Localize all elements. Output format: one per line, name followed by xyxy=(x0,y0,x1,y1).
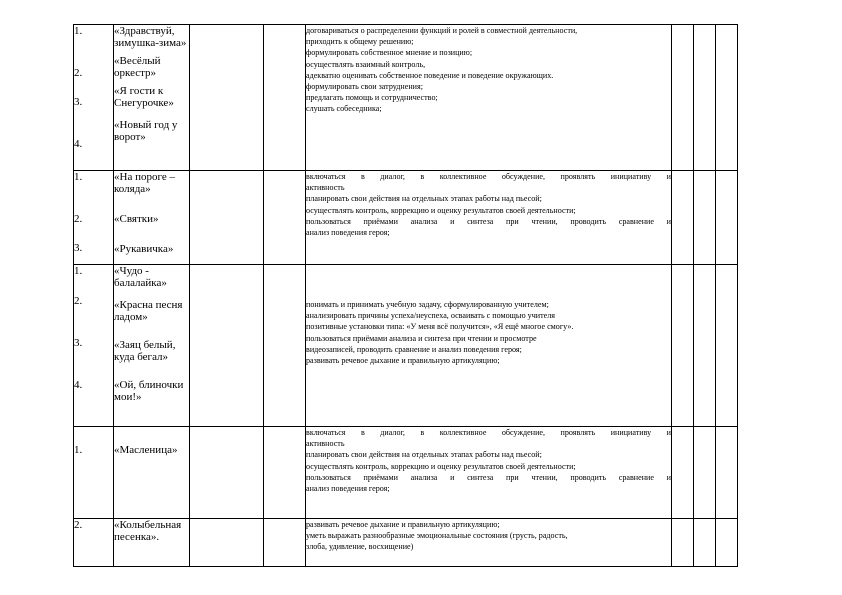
lesson-title: «Новый год у ворот» xyxy=(114,119,178,143)
description-line: договариваться о распределении функций и ролей в совместной деятельности, xyxy=(306,26,578,35)
description-line: осуществлять взаимный контроль, xyxy=(306,59,426,69)
empty-cell xyxy=(694,25,716,171)
description-line: уметь выражать разнообразные эмоциональные состояния (грусть, радость, xyxy=(306,531,568,541)
empty-cell xyxy=(672,427,694,519)
description-line: злоба, удивление, восхищение) xyxy=(306,542,414,552)
lesson-title: «Рукавичка» xyxy=(114,243,174,255)
description-line: анализировать причины успеха/неуспеха, осваивать с помощью учителя xyxy=(306,311,556,321)
item-number: 4. xyxy=(74,138,83,150)
description-line: адекватно оценивать собственное поведение и поведение окружающих. xyxy=(306,70,554,80)
item-number: 3. xyxy=(74,242,83,254)
lesson-title: «На пороге – коляда» xyxy=(114,171,175,195)
empty-cell xyxy=(716,171,738,265)
empty-cell xyxy=(694,265,716,427)
description-line: приходить к общему решению; xyxy=(306,37,414,47)
empty-cell xyxy=(716,25,738,171)
item-number: 2. xyxy=(74,295,83,307)
number-cell xyxy=(74,427,114,519)
item-number: 2. xyxy=(74,67,83,79)
table-row xyxy=(74,25,738,171)
lesson-title: «Ой, блиночки мои!» xyxy=(114,379,184,403)
description-line: позитивные установки типа: «У меня всё получится», «Я ещё многое смогу». xyxy=(306,322,574,332)
description-line: включаться в диалог, в коллективное обсуждение, проявлять инициативу и xyxy=(306,428,671,437)
lesson-title: «Святки» xyxy=(114,213,159,225)
item-number: 2. xyxy=(74,519,83,531)
description-line: развивать речевое дыхание и правильную артикуляцию; xyxy=(306,520,500,529)
description-cell xyxy=(306,25,672,171)
lesson-title: «Колыбельная песенка». xyxy=(114,519,182,543)
description-line: пользоваться приёмами анализа и синтеза при чтении и просмотре xyxy=(306,333,537,343)
description-line: анализ поведения героя; xyxy=(306,484,390,494)
description-line: понимать и принимать учебную задачу, сформулированную учителем; xyxy=(306,300,549,309)
empty-cell xyxy=(672,25,694,171)
item-number: 3. xyxy=(74,337,83,349)
item-number: 3. xyxy=(74,96,83,108)
empty-cell xyxy=(190,519,264,567)
item-number: 2. xyxy=(74,213,83,225)
lesson-title: «Чудо - балалайка» xyxy=(114,265,167,289)
empty-cell xyxy=(694,427,716,519)
empty-cell xyxy=(672,171,694,265)
lesson-title: «Масленица» xyxy=(114,444,178,456)
title-cell xyxy=(114,265,190,427)
empty-cell xyxy=(264,25,306,171)
empty-cell xyxy=(716,427,738,519)
lesson-title: «Я гости к Снегурочке» xyxy=(114,85,174,109)
lesson-title: «Красна песня ладом» xyxy=(114,299,183,323)
title-cell xyxy=(114,427,190,519)
empty-cell xyxy=(716,519,738,567)
description-line: планировать свои действия на отдельных этапах работы над пьесой; xyxy=(306,194,542,204)
description-line: осуществлять контроль, коррекцию и оценку результатов своей деятельности; xyxy=(306,461,576,471)
empty-cell xyxy=(694,519,716,567)
description-line: формулировать свои затруднения; xyxy=(306,82,423,92)
number-cell xyxy=(74,265,114,427)
item-number: 4. xyxy=(74,379,83,391)
description-cell xyxy=(306,171,672,265)
empty-cell xyxy=(264,519,306,567)
description-line: развивать речевое дыхание и правильную артикуляцию; xyxy=(306,356,500,366)
item-number: 1. xyxy=(74,444,83,456)
description-line: слушать собеседника; xyxy=(306,104,382,114)
empty-cell xyxy=(672,265,694,427)
title-cell xyxy=(114,171,190,265)
item-number: 1. xyxy=(74,171,83,183)
empty-cell xyxy=(190,171,264,265)
lesson-title: «Весёлый оркестр» xyxy=(114,55,161,79)
description-line: предлагать помощь и сотрудничество; xyxy=(306,93,438,103)
description-line: активность xyxy=(306,439,345,449)
empty-cell xyxy=(190,25,264,171)
description-line: формулировать собственное мнение и позицию; xyxy=(306,48,473,58)
empty-cell xyxy=(264,427,306,519)
empty-cell xyxy=(672,519,694,567)
description-line: активность xyxy=(306,183,345,193)
title-cell xyxy=(114,519,190,567)
description-line: анализ поведения героя; xyxy=(306,228,390,238)
empty-cell xyxy=(264,265,306,427)
empty-cell xyxy=(190,265,264,427)
description-cell xyxy=(306,265,672,427)
table-row xyxy=(74,171,738,265)
lesson-title: «Заяц белый, куда бегал» xyxy=(114,339,176,363)
description-line: планировать свои действия на отдельных этапах работы над пьесой; xyxy=(306,450,542,460)
empty-cell xyxy=(264,171,306,265)
empty-cell xyxy=(190,427,264,519)
lesson-title: «Здравствуй, зимушка-зима» xyxy=(114,25,187,49)
number-cell xyxy=(74,519,114,567)
curriculum-table xyxy=(73,24,738,567)
description-line: включаться в диалог, в коллективное обсуждение, проявлять инициативу и xyxy=(306,172,671,181)
number-cell xyxy=(74,25,114,171)
table-row xyxy=(74,265,738,427)
item-number: 1. xyxy=(74,265,83,277)
description-line: осуществлять контроль, коррекцию и оценку результатов своей деятельности; xyxy=(306,205,576,215)
table-row xyxy=(74,519,738,567)
empty-cell xyxy=(694,171,716,265)
description-line: видеозаписей, проводить сравнение и анализ поведения героя; xyxy=(306,344,522,354)
table-row xyxy=(74,427,738,519)
empty-cell xyxy=(716,265,738,427)
description-line: пользоваться приёмами анализа и синтеза при чтении, проводить сравнение и xyxy=(306,216,671,226)
description-line: пользоваться приёмами анализа и синтеза при чтении, проводить сравнение и xyxy=(306,472,671,482)
number-cell xyxy=(74,171,114,265)
title-cell xyxy=(114,25,190,171)
item-number: 1. xyxy=(74,25,83,37)
description-cell xyxy=(306,427,672,519)
description-cell xyxy=(306,519,672,567)
